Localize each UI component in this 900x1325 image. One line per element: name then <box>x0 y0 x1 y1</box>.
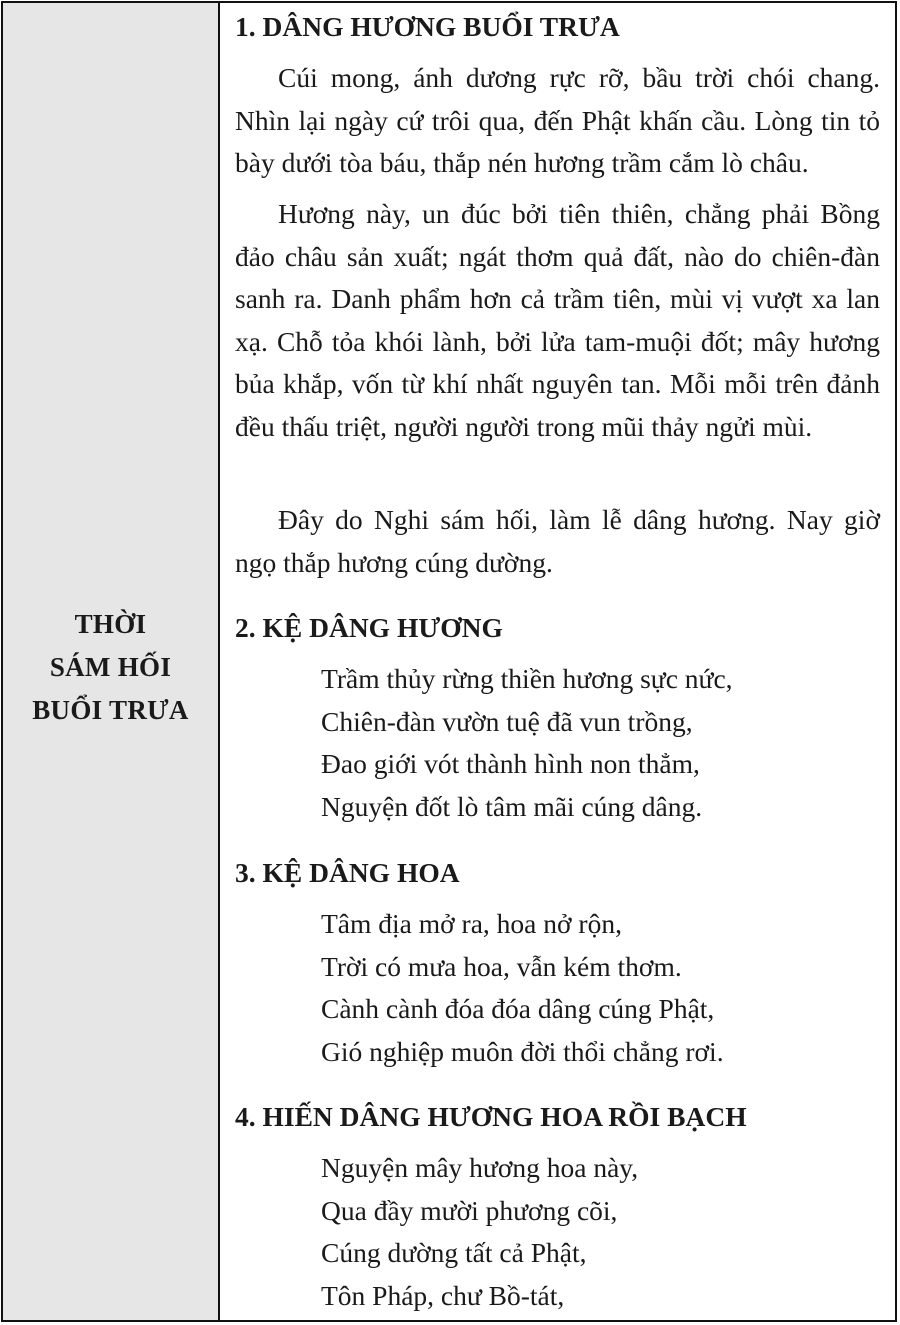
section-heading: 4. HIẾN DÂNG HƯƠNG HOA RỒI BẠCH <box>235 1101 747 1132</box>
verse-line: Gió nghiệp muôn đời thổi chẳng rơi. <box>321 1035 724 1067</box>
verse-line: Trầm thủy rừng thiền hương sực nức, <box>321 663 733 694</box>
verse-line: Cành cành đóa đóa dâng cúng Phật, <box>321 993 715 1024</box>
verse-line: Trời có mưa hoa, vẫn kém thơm. <box>321 950 682 982</box>
verse-line: Tôn Pháp, chư Bồ-tát, <box>321 1279 565 1311</box>
sidebar-title-line: SÁM HỐI <box>49 652 172 682</box>
verse-block <box>321 903 724 1073</box>
verse-block <box>321 658 733 828</box>
verse-line: Chiên-đàn vườn tuệ đã vun trồng, <box>321 705 693 737</box>
sidebar-title-line: THỜI <box>74 609 147 639</box>
paragraph: Hương này, un đúc bởi tiên thiên, chẳng phải Bồng đảo châu sản xuất; ngát thơm quả đất, nào do chiên-đàn sanh ra. Danh phẩm hơn cả trầm tiên, mùi vị vượt xa lan xạ. Chỗ tỏa khói lành, bởi lửa tam-muội đốt; mây hương bủa khắp, vốn từ khí nhất nguyên tan. Mỗi mỗi trên đảnh đều thấu triệt, người người trong mũi thảy ngửi mùi. <box>235 198 880 442</box>
paragraph: Cúi mong, ánh dương rực rỡ, bầu trời chói chang. Nhìn lại ngày cứ trôi qua, đến Phật khấn cầu. Lòng tin tỏ bày dưới tòa báu, thắp nén hương trầm cắm lò châu. <box>235 62 880 178</box>
verse-line: Qua đầy mười phương cõi, <box>321 1194 618 1226</box>
verse-block <box>321 1147 638 1317</box>
verse-line: Cúng dường tất cả Phật, <box>321 1237 587 1268</box>
section-heading: 1. DÂNG HƯƠNG BUỔI TRƯA <box>235 11 620 42</box>
sidebar-title <box>3 603 218 732</box>
verse-line: Đao giới vót thành hình non thẳm, <box>321 748 700 779</box>
section-heading: 2. KỆ DÂNG HƯƠNG <box>235 612 503 643</box>
verse-line: Nguyện đốt lò tâm mãi cúng dâng. <box>321 790 703 822</box>
sidebar-title-line: BUỔI TRƯA <box>32 695 189 725</box>
main-content <box>235 0 880 1325</box>
paragraph: Đây do Nghi sám hối, làm lễ dâng hương. Nay giờ ngọ thắp hương cúng dường. <box>235 504 880 578</box>
verse-line: Nguyện mây hương hoa này, <box>321 1152 639 1183</box>
section-heading: 3. KỆ DÂNG HOA <box>235 857 460 888</box>
verse-line: Tâm địa mở ra, hoa nở rộn, <box>321 908 622 939</box>
sidebar <box>3 3 220 1320</box>
